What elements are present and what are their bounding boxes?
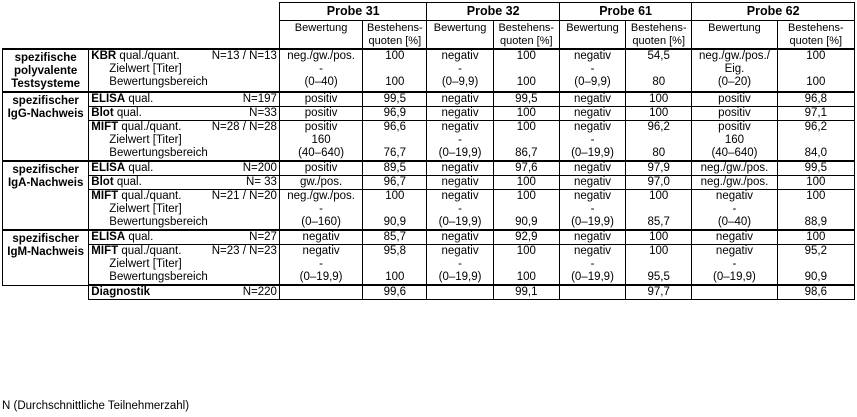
table-cell: 99,5 [493, 92, 559, 107]
test-system-iga-blot: Blot qual. N= 33 [89, 176, 280, 190]
quote-header: Bestehens- quoten [%] [493, 21, 559, 50]
table-row-igm-mift [3, 245, 855, 286]
table-cell: positiv 160 (40–640) [692, 121, 777, 162]
table-cell: negativ [427, 176, 493, 190]
bewertung-header: Bewertung [559, 21, 625, 50]
table-cell: positiv [692, 107, 777, 121]
group-label-iga: spezifischer IgA-Nachweis [3, 161, 89, 230]
quote-header: Bestehens- quoten [%] [363, 21, 427, 50]
table-cell: neg./gw./pos. [692, 161, 777, 176]
table-cell [279, 285, 362, 300]
quote-header: Bestehens- quoten [%] [777, 21, 854, 50]
table-cell: negativ [427, 161, 493, 176]
table-cell: positiv [279, 161, 362, 176]
table-cell: 100 100 [493, 49, 559, 92]
table-cell: 92,9 [493, 230, 559, 245]
table-cell [692, 285, 777, 300]
table-cell: 97,1 [777, 107, 854, 121]
test-system-igm-elisa: ELISA qual. N=27 [89, 230, 280, 245]
table-cell: 100 [626, 107, 692, 121]
bewertung-header: Bewertung [427, 21, 493, 50]
table-cell: 100 90,9 [493, 190, 559, 231]
results-table [2, 2, 855, 300]
table-cell: 100 100 [493, 245, 559, 286]
table-cell: 89,5 [363, 161, 427, 176]
table-cell: negativ - (0–19,9) [427, 190, 493, 231]
table-cell [427, 285, 493, 300]
table-cell: negativ [559, 92, 625, 107]
table-cell: negativ - (0–9,9) [559, 49, 625, 92]
test-system-igm-mift: MIFT qual./quant. N=23 / N=23 Zielwert [Titer] Bewertungsbereich [89, 245, 280, 286]
table-cell: negativ - (0–19,9) [427, 121, 493, 162]
table-cell: 96,9 [363, 107, 427, 121]
table-cell: negativ [559, 176, 625, 190]
table-row-iga-elisa [3, 161, 855, 176]
table-cell: negativ [427, 92, 493, 107]
table-cell: 100 [626, 230, 692, 245]
table-cell: neg./gw./pos. [692, 176, 777, 190]
table-cell: 95,2 90,9 [777, 245, 854, 286]
table-cell [3, 21, 280, 50]
probe-62-header: Probe 62 [692, 3, 855, 21]
table-cell: 100 [493, 107, 559, 121]
table-cell: 97,9 [626, 161, 692, 176]
table-cell: negativ [279, 230, 362, 245]
table-cell: negativ - (0–9,9) [427, 49, 493, 92]
table-cell: 99,5 [363, 92, 427, 107]
table-cell: negativ [427, 107, 493, 121]
table-cell: gw./pos. [279, 176, 362, 190]
bewertung-header: Bewertung [692, 21, 777, 50]
table-cell: 100 86,7 [493, 121, 559, 162]
test-system-iga-elisa: ELISA qual. N=200 [89, 161, 280, 176]
table-cell: 100 [493, 176, 559, 190]
table-cell: 100 90,9 [363, 190, 427, 231]
table-cell: 96,6 76,7 [363, 121, 427, 162]
table-row-iga-blot [3, 176, 855, 190]
table-cell [559, 285, 625, 300]
table-cell: 100 [777, 230, 854, 245]
table-cell: negativ [692, 230, 777, 245]
table-cell: neg./gw./pos./ Eig. (0–20) [692, 49, 777, 92]
table-row-igg-elisa [3, 92, 855, 107]
table-cell: 54,5 80 [626, 49, 692, 92]
group-label-igm: spezifischer IgM-Nachweis [3, 230, 89, 285]
table-cell [3, 285, 89, 300]
table-row-igg-blot [3, 107, 855, 121]
table-cell: 100 100 [777, 49, 854, 92]
table-cell: 97,6 [493, 161, 559, 176]
table-cell: 100 [777, 176, 854, 190]
table-cell: negativ - (0–19,9) [692, 245, 777, 286]
table-cell: negativ - (0–40) [692, 190, 777, 231]
table-cell: negativ - (0–19,9) [559, 245, 625, 286]
table-cell: negativ - (0–19,9) [279, 245, 362, 286]
table-cell: 97,7 [626, 285, 692, 300]
table-cell: 99,5 [777, 161, 854, 176]
table-cell: 96,2 84,0 [777, 121, 854, 162]
table-cell: 85,7 [363, 230, 427, 245]
table-cell: positiv 160 (40–640) [279, 121, 362, 162]
table-cell: 99,6 [363, 285, 427, 300]
table-cell: 95,8 100 [363, 245, 427, 286]
table-cell: 98,6 [777, 285, 854, 300]
table-row-iga-mift [3, 190, 855, 231]
probe-32-header: Probe 32 [427, 3, 559, 21]
table-cell: 100 95,5 [626, 245, 692, 286]
table-row-igm-elisa [3, 230, 855, 245]
probe-header-row [3, 3, 855, 21]
table-cell: neg./gw./pos. - (0–40) [279, 49, 362, 92]
test-system-igg-mift: MIFT qual./quant. N=28 / N=28 Zielwert [Titer] Bewertungsbereich [89, 121, 280, 162]
table-cell: 99,1 [493, 285, 559, 300]
quote-header: Bestehens- quoten [%] [626, 21, 692, 50]
table-cell: negativ [559, 161, 625, 176]
test-system-diagnostik: Diagnostik N=220 [89, 285, 280, 300]
table-cell: 100 85,7 [626, 190, 692, 231]
probe-61-header: Probe 61 [559, 3, 691, 21]
table-cell: positiv [279, 92, 362, 107]
table-cell: 100 100 [363, 49, 427, 92]
group-label-igg: spezifischer IgG-Nachweis [3, 92, 89, 161]
table-row-kbr [3, 49, 855, 92]
table-cell [3, 3, 280, 21]
test-system-igg-elisa: ELISA qual. N=197 [89, 92, 280, 107]
table-cell: negativ [559, 230, 625, 245]
table-row-diagnostik [3, 285, 855, 300]
table-cell: neg./gw./pos. - (0–160) [279, 190, 362, 231]
bewertung-header: Bewertung [279, 21, 362, 50]
table-cell: positiv [692, 92, 777, 107]
table-cell: negativ - (0–19,9) [559, 190, 625, 231]
table-cell: negativ - (0–19,9) [427, 245, 493, 286]
table-cell: 100 [626, 92, 692, 107]
footnote: N (Durchschnittliche Teilnehmerzahl) [2, 400, 190, 412]
test-system-igg-blot: Blot qual. N=33 [89, 107, 280, 121]
table-row-igg-mift [3, 121, 855, 162]
table-cell: 96,8 [777, 92, 854, 107]
group-label-polyvalent: spezifische polyvalente Testsysteme [3, 49, 89, 92]
table-cell: 96,7 [363, 176, 427, 190]
table-cell: 100 88,9 [777, 190, 854, 231]
subheader-row [3, 21, 855, 50]
table-cell: negativ [559, 107, 625, 121]
test-system-iga-mift: MIFT qual./quant. N=21 / N=20 Zielwert [Titer] Bewertungsbereich [89, 190, 280, 231]
table-cell: 96,2 80 [626, 121, 692, 162]
test-system-kbr: KBR qual./quant. N=13 / N=13 Zielwert [Titer] Bewertungsbereich [89, 49, 280, 92]
table-cell: negativ [427, 230, 493, 245]
table-cell: 97,0 [626, 176, 692, 190]
probe-31-header: Probe 31 [279, 3, 427, 21]
table-cell: negativ - (0–19,9) [559, 121, 625, 162]
table-cell: positiv [279, 107, 362, 121]
